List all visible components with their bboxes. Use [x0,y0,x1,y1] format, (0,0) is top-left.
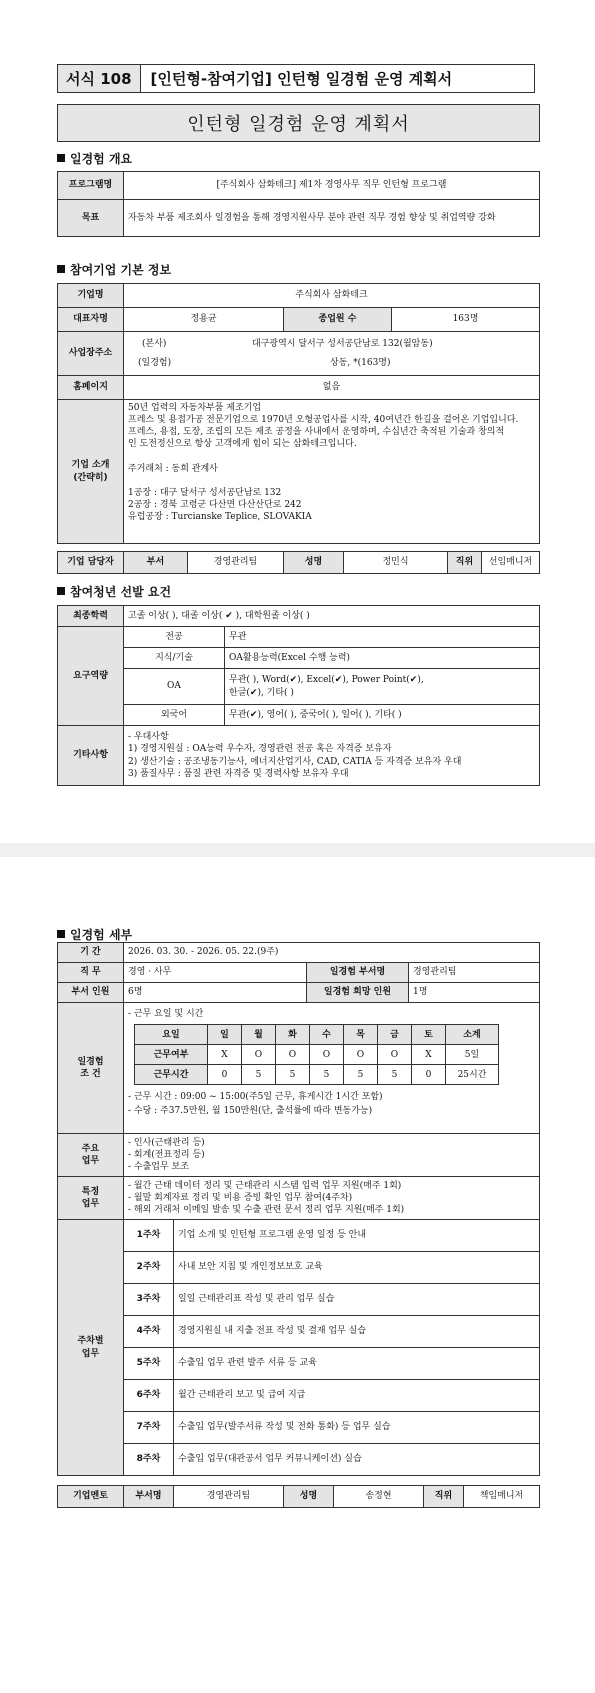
period-label: 기 간 [58,943,124,963]
staff-value: 6명 [124,983,307,1003]
section-selection-title: 참여청년 선발 요건 [57,583,171,600]
week-task: 사내 보안 지침 및 개인정보보호 교육 [174,1252,540,1284]
schedule-cell: O [276,1045,310,1065]
ceo-label: 대표자명 [58,308,124,332]
week-label: 5주차 [124,1348,174,1380]
etc-line: 1) 경영지원실 : OA능력 우수자, 경영관련 전공 혹은 자격증 보유자 [128,744,392,755]
company-name-label: 기업명 [58,284,124,308]
weekly-tasks-label: 주차별 업무 [58,1220,124,1476]
intro-line: 주거래처 : 동희 관계사 [128,463,218,474]
week-task: 월간 근태관리 보고 및 급여 지급 [174,1380,540,1412]
schedule-header: 화 [276,1025,310,1045]
address-hq-tag: (본사) [142,339,167,350]
company-name-value: 주식회사 삼화테크 [124,284,540,308]
oa-line: 한글(✔), 기타( ) [229,687,294,698]
schedule-cell: O [344,1045,378,1065]
manager-dept-label: 부서 [124,552,188,574]
want-value: 1명 [409,983,540,1003]
address-value [124,332,540,376]
conditions-note: - 수당 : 주37.5만원, 월 150만원(단, 출석률에 따라 변동가능) [128,1106,373,1117]
intro-value [124,400,540,544]
schedule-table [134,1024,499,1085]
schedule-cell: 0 [208,1065,242,1085]
form-header [57,64,535,93]
schedule-cell: 5일 [446,1045,499,1065]
intro-line: 유럽공장 : Turcianske Teplice, SLOVAKIA [128,511,312,522]
week-task: 수출입 업무(발주서류 작성 및 전화 통화) 등 업무 실습 [174,1412,540,1444]
details-table [57,942,540,1476]
language-value: 무관(✔), 영어( ), 중국어( ), 일어( ), 기타( ) [225,705,540,726]
schedule-header: 목 [344,1025,378,1045]
week-task: 경영지원실 내 지출 전표 작성 및 결재 업무 실습 [174,1316,540,1348]
schedule-cell: O [378,1045,412,1065]
schedule-cell: X [412,1045,446,1065]
schedule-header: 월 [242,1025,276,1045]
education-value: 고졸 이상( ), 대졸 이상( ✔ ), 대학원졸 이상( ) [124,606,540,627]
schedule-cell: X [208,1045,242,1065]
intro-line: 프레스, 용접, 도장, 조립의 모든 제조 공정을 사내에서 운영하며, 수십년간 축적된 기술과 창의적 [128,427,505,438]
etc-label: 기타사항 [58,726,124,786]
want-label: 일경험 희망 인원 [307,983,409,1003]
oa-value [225,669,540,705]
conditions-value [124,1003,540,1134]
intro-line: 프레스 및 용접가공 전문기업으로 1970년 오형공업사를 시작, 40여년간 한길을 걸어온 기업입니다. [128,415,519,426]
homepage-label: 홈페이지 [58,376,124,400]
education-label: 최종학력 [58,606,124,627]
etc-line: - 우대사항 [128,732,169,743]
manager-label: 기업 담당자 [58,552,124,574]
dept-label: 일경험 부서명 [307,963,409,983]
schedule-header: 요일 [135,1025,208,1045]
schedule-cell: 5 [276,1065,310,1085]
square-bullet-icon [57,265,65,273]
schedule-cell: O [310,1045,344,1065]
homepage-value: 없음 [124,376,540,400]
document-title: 인턴형 일경험 운영 계획서 [57,104,540,142]
job-value: 경영 · 사무 [124,963,307,983]
company-manager-table [57,551,540,574]
conditions-intro: - 근무 요일 및 시간 [128,1009,204,1019]
week-label: 4주차 [124,1316,174,1348]
skill-value: OA활용능력(Excel 수행 능력) [225,648,540,669]
main-tasks-label: 주요 업무 [58,1134,124,1177]
week-label: 1주차 [124,1220,174,1252]
square-bullet-icon [57,587,65,595]
schedule-header: 금 [378,1025,412,1045]
mentor-name-label: 성명 [284,1486,334,1508]
week-label: 7주차 [124,1412,174,1444]
company-table [57,283,540,544]
major-label: 전공 [124,627,225,648]
etc-line: 3) 품질사무 : 품질 관련 자격증 및 경력사항 보유자 우대 [128,768,349,779]
week-label: 6주차 [124,1380,174,1412]
conditions-label: 일경험 조 건 [58,1003,124,1134]
conditions-note: - 근무 시간 : 09:00 ~ 15:00(주5일 근무, 휴게시간 1시간 포함) [128,1092,383,1103]
overview-table [57,171,540,237]
major-value: 무관 [225,627,540,648]
schedule-cell: 5 [310,1065,344,1085]
staff-label: 부서 인원 [58,983,124,1003]
address-label: 사업장주소 [58,332,124,376]
week-label: 3주차 [124,1284,174,1316]
section-company-title: 참여기업 기본 정보 [57,261,171,278]
intro-line: 1공장 : 대구 달서구 성서공단남로 132 [128,487,282,498]
square-bullet-icon [57,930,65,938]
job-label: 직 무 [58,963,124,983]
program-label: 프로그램명 [58,172,124,200]
schedule-cell: 근무시간 [135,1065,208,1085]
schedule-header: 수 [310,1025,344,1045]
mentor-dept-value: 경영관리팀 [174,1486,284,1508]
intro-line [128,451,535,463]
address-hq: 대구광역시 달서구 성서공단남로 132(월암동) [252,339,433,350]
oa-line: 무관( ), Word(✔), Excel(✔), Power Point(✔), [229,675,424,686]
page-2 [0,857,595,1693]
main-task-line: - 수출업무 보조 [128,1162,189,1173]
week-task: 일일 근태관리표 작성 및 관리 업무 실습 [174,1284,540,1316]
intro-label: 기업 소개 (간략히) [58,400,124,544]
schedule-header: 일 [208,1025,242,1045]
main-tasks-value [124,1134,540,1177]
special-tasks-label: 특정 업무 [58,1177,124,1220]
language-label: 외국어 [124,705,225,726]
manager-position-label: 직위 [448,552,482,574]
square-bullet-icon [57,154,65,162]
mentor-table [57,1485,540,1508]
schedule-cell: O [242,1045,276,1065]
schedule-header: 토 [412,1025,446,1045]
mentor-name-value: 송정현 [334,1486,424,1508]
form-number: 서식 108 [58,65,141,92]
special-task-line: - 해외 거래처 이메일 발송 및 수출 관련 문서 정리 업무 지원(매주 1회) [128,1205,405,1216]
mentor-position-value: 책임매니저 [464,1486,540,1508]
special-task-line: - 월말 회계자료 정리 및 비용 증빙 확인 업무 참여(4주차) [128,1192,353,1203]
goal-label: 목표 [58,200,124,237]
manager-dept-value: 경영관리팀 [188,552,284,574]
week-label: 8주차 [124,1444,174,1476]
week-task: 기업 소개 및 인턴형 프로그램 운영 일정 등 안내 [174,1220,540,1252]
intro-line: 2공장 : 경북 고령군 다산면 다산산단로 242 [128,499,302,510]
week-label: 2주차 [124,1252,174,1284]
schedule-cell: 근무여부 [135,1045,208,1065]
week-task: 수출입 업무(대관공서 업무 커뮤니케이션) 실습 [174,1444,540,1476]
intro-line [128,475,535,487]
schedule-cell: 5 [344,1065,378,1085]
intro-line: 50년 업력의 자동차부품 제조기업 [128,403,262,413]
section-overview-title: 일경험 개요 [57,150,132,167]
etc-line: 2) 생산기술 : 공조냉동기능사, 에너지산업기사, CAD, CATIA 등 자격증 보유자 우대 [128,756,462,767]
section-details-title: 일경험 세부 [57,926,132,943]
manager-position-value: 선임매니저 [482,552,540,574]
ceo-value: 정용균 [124,308,284,332]
address-site: 상동, *(163명) [330,357,391,368]
goal-value: 자동차 부품 제조회사 일경험을 통해 경영지원사무 분야 관련 직무 경험 향상 및 취업역량 강화 [124,200,540,237]
intro-line: 인 도전정신으로 항상 고객에게 힘이 되는 삼화테크입니다. [128,439,357,450]
mentor-dept-label: 부서명 [124,1486,174,1508]
mentor-label: 기업멘토 [58,1486,124,1508]
schedule-cell: 0 [412,1065,446,1085]
period-value: 2026. 03. 30. - 2026. 05. 22.(9주) [124,943,540,963]
oa-label: OA [124,669,225,705]
address-site-tag: (일경험) [138,357,172,368]
form-name: [인턴형-참여기업] 인턴형 일경험 운영 계획서 [150,70,453,88]
program-value: [주식회사 삼화테크] 제1차 경영사무 직무 인턴형 프로그램 [124,172,540,200]
employee-count-label: 종업원 수 [284,308,392,332]
page-1 [0,0,595,843]
skill-label: 지식/기술 [124,648,225,669]
schedule-cell: 25시간 [446,1065,499,1085]
selection-table [57,605,540,786]
manager-name-label: 성명 [284,552,344,574]
required-skills-label: 요구역량 [58,627,124,726]
schedule-cell: 5 [378,1065,412,1085]
main-task-line: - 회계(전표정리 등) [128,1149,205,1160]
manager-name-value: 정민식 [344,552,448,574]
special-task-line: - 월간 근태 데이터 정리 및 근태관리 시스템 입력 업무 지원(매주 1회) [128,1180,402,1191]
employee-count-value: 163명 [392,308,540,332]
special-tasks-value [124,1177,540,1220]
etc-value [124,726,540,786]
schedule-cell: 5 [242,1065,276,1085]
week-task: 수출입 업무 관련 발주 서류 등 교육 [174,1348,540,1380]
main-task-line: - 인사(근태관리 등) [128,1137,205,1148]
mentor-position-label: 직위 [424,1486,464,1508]
dept-value: 경영관리팀 [409,963,540,983]
schedule-header: 소계 [446,1025,499,1045]
